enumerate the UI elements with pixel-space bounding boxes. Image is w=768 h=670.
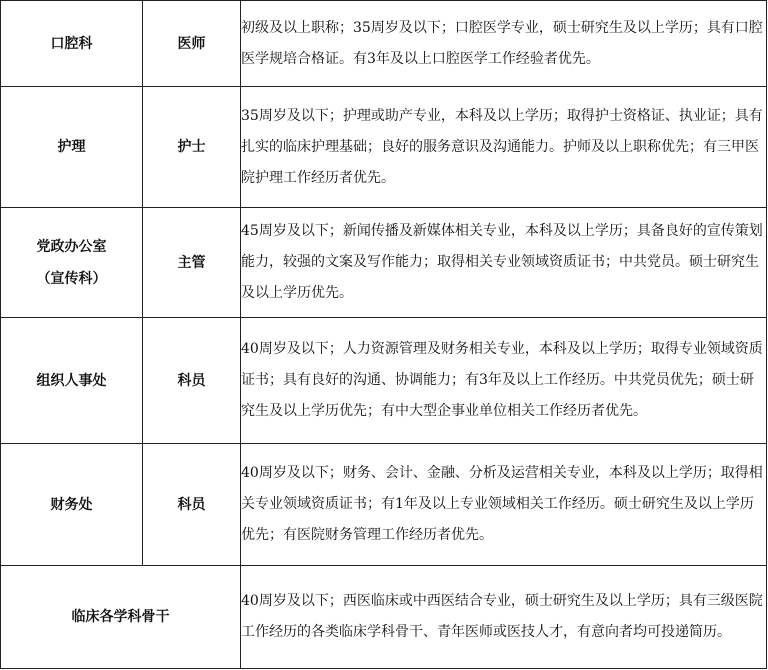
table-row <box>1 318 767 444</box>
table-row <box>1 444 767 566</box>
position-cell: 主管 <box>143 208 241 318</box>
department-cell: 口腔科 <box>1 1 143 87</box>
position-cell: 医师 <box>143 1 241 87</box>
department-subname: （宣传科） <box>36 270 107 287</box>
department-cell: 财务处 <box>1 444 143 566</box>
position-cell: 护士 <box>143 87 241 208</box>
table-row <box>1 1 767 87</box>
requirements-cell: 40周岁及以下；财务、会计、金融、分析及运营相关专业，本科及以上学历；取得相关专业领域资质证书；有1年及以上专业领域相关工作经历。硕士研究生及以上学历优先；有医院财务管理工作经历者优先。 <box>241 444 767 566</box>
requirements-cell: 40周岁及以下；人力资源管理及财务相关专业，本科及以上学历；取得专业领域资质证书；具有良好的沟通、协调能力；有3年及以上工作经历。中共党员优先；硕士研究生及以上学历优先；有中大型企事业单位相关工作经历者优先。 <box>241 318 767 444</box>
department-cell: 组织人事处 <box>1 318 143 444</box>
department-cell <box>1 208 143 318</box>
department-name: 党政办公室 <box>36 238 107 255</box>
requirements-cell: 40周岁及以下；西医临床或中西医结合专业，硕士研究生及以上学历；具有三级医院工作经历的各类临床学科骨干、青年医师或医技人才，有意向者均可投递简历。 <box>241 566 767 669</box>
requirements-cell: 45周岁及以下；新闻传播及新媒体相关专业，本科及以上学历；具备良好的宣传策划能力，较强的文案及写作能力；取得相关专业领域资质证书；中共党员。硕士研究生及以上学历优先。 <box>241 208 767 318</box>
requirements-cell: 初级及以上职称；35周岁及以下；口腔医学专业，硕士研究生及以上学历；具有口腔医学规培合格证。有3年及以上口腔医学工作经验者优先。 <box>241 1 767 87</box>
position-cell: 科员 <box>143 444 241 566</box>
table-row <box>1 208 767 318</box>
table-row <box>1 87 767 208</box>
table-row <box>1 566 767 669</box>
requirements-cell: 35周岁及以下；护理或助产专业，本科及以上学历；取得护士资格证、执业证；具有扎实的临床护理基础；良好的服务意识及沟通能力。护师及以上职称优先；有三甲医院护理工作经历者优先。 <box>241 87 767 208</box>
department-cell: 护理 <box>1 87 143 208</box>
position-cell: 科员 <box>143 318 241 444</box>
department-cell: 临床各学科骨干 <box>1 566 241 669</box>
